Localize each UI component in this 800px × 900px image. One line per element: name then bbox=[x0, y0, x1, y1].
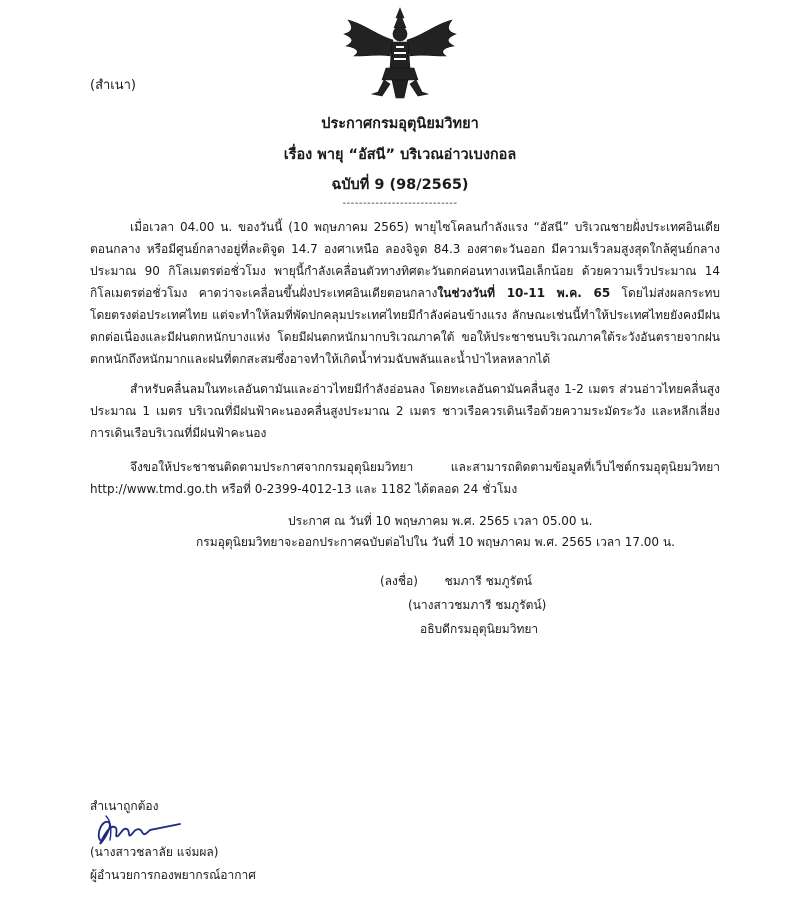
storm-date-highlight: ในช่วงวันที่ 10-11 พ.ค. 65 bbox=[437, 286, 611, 300]
issue-number: ฉบับที่ 9 (98/2565) bbox=[331, 177, 469, 193]
storm-impact-text: โดยไม่ส่งผลกระทบโดยตรงต่อประเทศไทย แต่จะทำให้ลมที่พัดปกคลุมประเทศไทยมีกำลังค่อนข้างแรง ลักษณะเช่นนี้ทำให้ประเทศไทยยังคงมีฝนตกต่อเนื่องและมีฝนตกหนักบางแห่ง โดยมีฝนตกหนักมากบริเวณภาคใต้ ขอให้ประชาชนบริเวณภาคใต้ระวังอันตรายจากฝนตกหนักถึงหนักมากและฝนที่ตกสะสมซึ่งอาจทำให้เกิดน้ำท่วมฉับพลันและน้ำป่าไหลหลากได้ bbox=[90, 286, 721, 366]
signatory-position: อธิบดีกรมอุตุนิยมวิทยา bbox=[420, 622, 539, 636]
next-issue-datetime: กรมอุตุนิยมวิทยาจะออกประกาศฉบับต่อไปใน วันที่ 10 พฤษภาคม พ.ศ. 2565 เวลา 17.00 น. bbox=[196, 535, 675, 549]
announcement-subject: เรื่อง พายุ “อัสนี” บริเวณอ่าวเบงกอล bbox=[283, 147, 517, 163]
contact-text: จึงขอให้ประชาชนติดตามประกาศจากกรมอุตุนิยมวิทยา และสามารถติดตามข้อมูลที่เว็บไซต์กรมอุตุนิยมวิทยา http://www.tmd.go.th หรือที่ 0-2399-4012-13 และ 1182 ได้ตลอด 24 ชั่วโมง bbox=[90, 460, 720, 496]
certifier-position: ผู้อำนวยการกองพยากรณ์อากาศ bbox=[90, 868, 256, 882]
copy-mark: (สำเนา) bbox=[90, 78, 137, 93]
storm-details-text: เมื่อเวลา 04.00 น. ของวันนี้ (10 พฤษภาคม 2565) พายุไซโคลนกำลังแรง “อัสนี” บริเวณชายฝั่งประเทศอินเดียตอนกลาง หรือมีศูนย์กลางอยู่ที่ละติจูด 14.7 องศาเหนือ ลองจิจูด 84.3 องศาตะวันออก มีความเร็วลมสูงสุดใกล้ศูนย์กลางประมาณ 90 กิโลเมตรต่อชั่วโมง พายุนี้กำลังเคลื่อนตัวทางทิศตะวันตกค่อนทางเหนือเล็กน้อย ด้วยความเร็วประมาณ 14 กิโลเมตรต่อชั่วโมง คาดว่าจะเคลื่อนขึ้นฝั่งประเทศอินเดียตอนกลาง bbox=[90, 220, 720, 300]
signed-line: (ลงชื่อ) ชมภารี ชมภูรัตน์ bbox=[380, 574, 532, 588]
paragraph-contact bbox=[90, 456, 720, 500]
paragraph-sea-conditions bbox=[90, 378, 720, 444]
certifier-name: (นางสาวชลาลัย แจ่มผล) bbox=[90, 845, 219, 859]
signatory-name: (นางสาวชมภารี ชมภูรัตน์) bbox=[408, 598, 547, 612]
title-divider: ---------------------------- bbox=[342, 198, 458, 209]
certified-copy-label: สำเนาถูกต้อง bbox=[90, 799, 159, 813]
issued-datetime: ประกาศ ณ วันที่ 10 พฤษภาคม พ.ศ. 2565 เวลา 05.00 น. bbox=[288, 514, 593, 528]
paragraph-storm-details bbox=[90, 216, 720, 370]
garuda-emblem-icon bbox=[338, 6, 462, 102]
sea-conditions-text: สำหรับคลื่นลมในทะเลอันดามันและอ่าวไทยมีกำลังอ่อนลง โดยทะเลอันดามันคลื่นสูง 1-2 เมตร ส่วนอ่าวไทยคลื่นสูงประมาณ 1 เมตร บริเวณที่มีฝนฟ้าคะนองคลื่นสูงประมาณ 2 เมตร ชาวเรือควรเดินเรือด้วยความระมัดระวัง และหลีกเลี่ยงการเดินเรือบริเวณที่มีฝนฟ้าคะนอง bbox=[90, 382, 720, 440]
announcement-title: ประกาศกรมอุตุนิยมวิทยา bbox=[321, 116, 479, 132]
